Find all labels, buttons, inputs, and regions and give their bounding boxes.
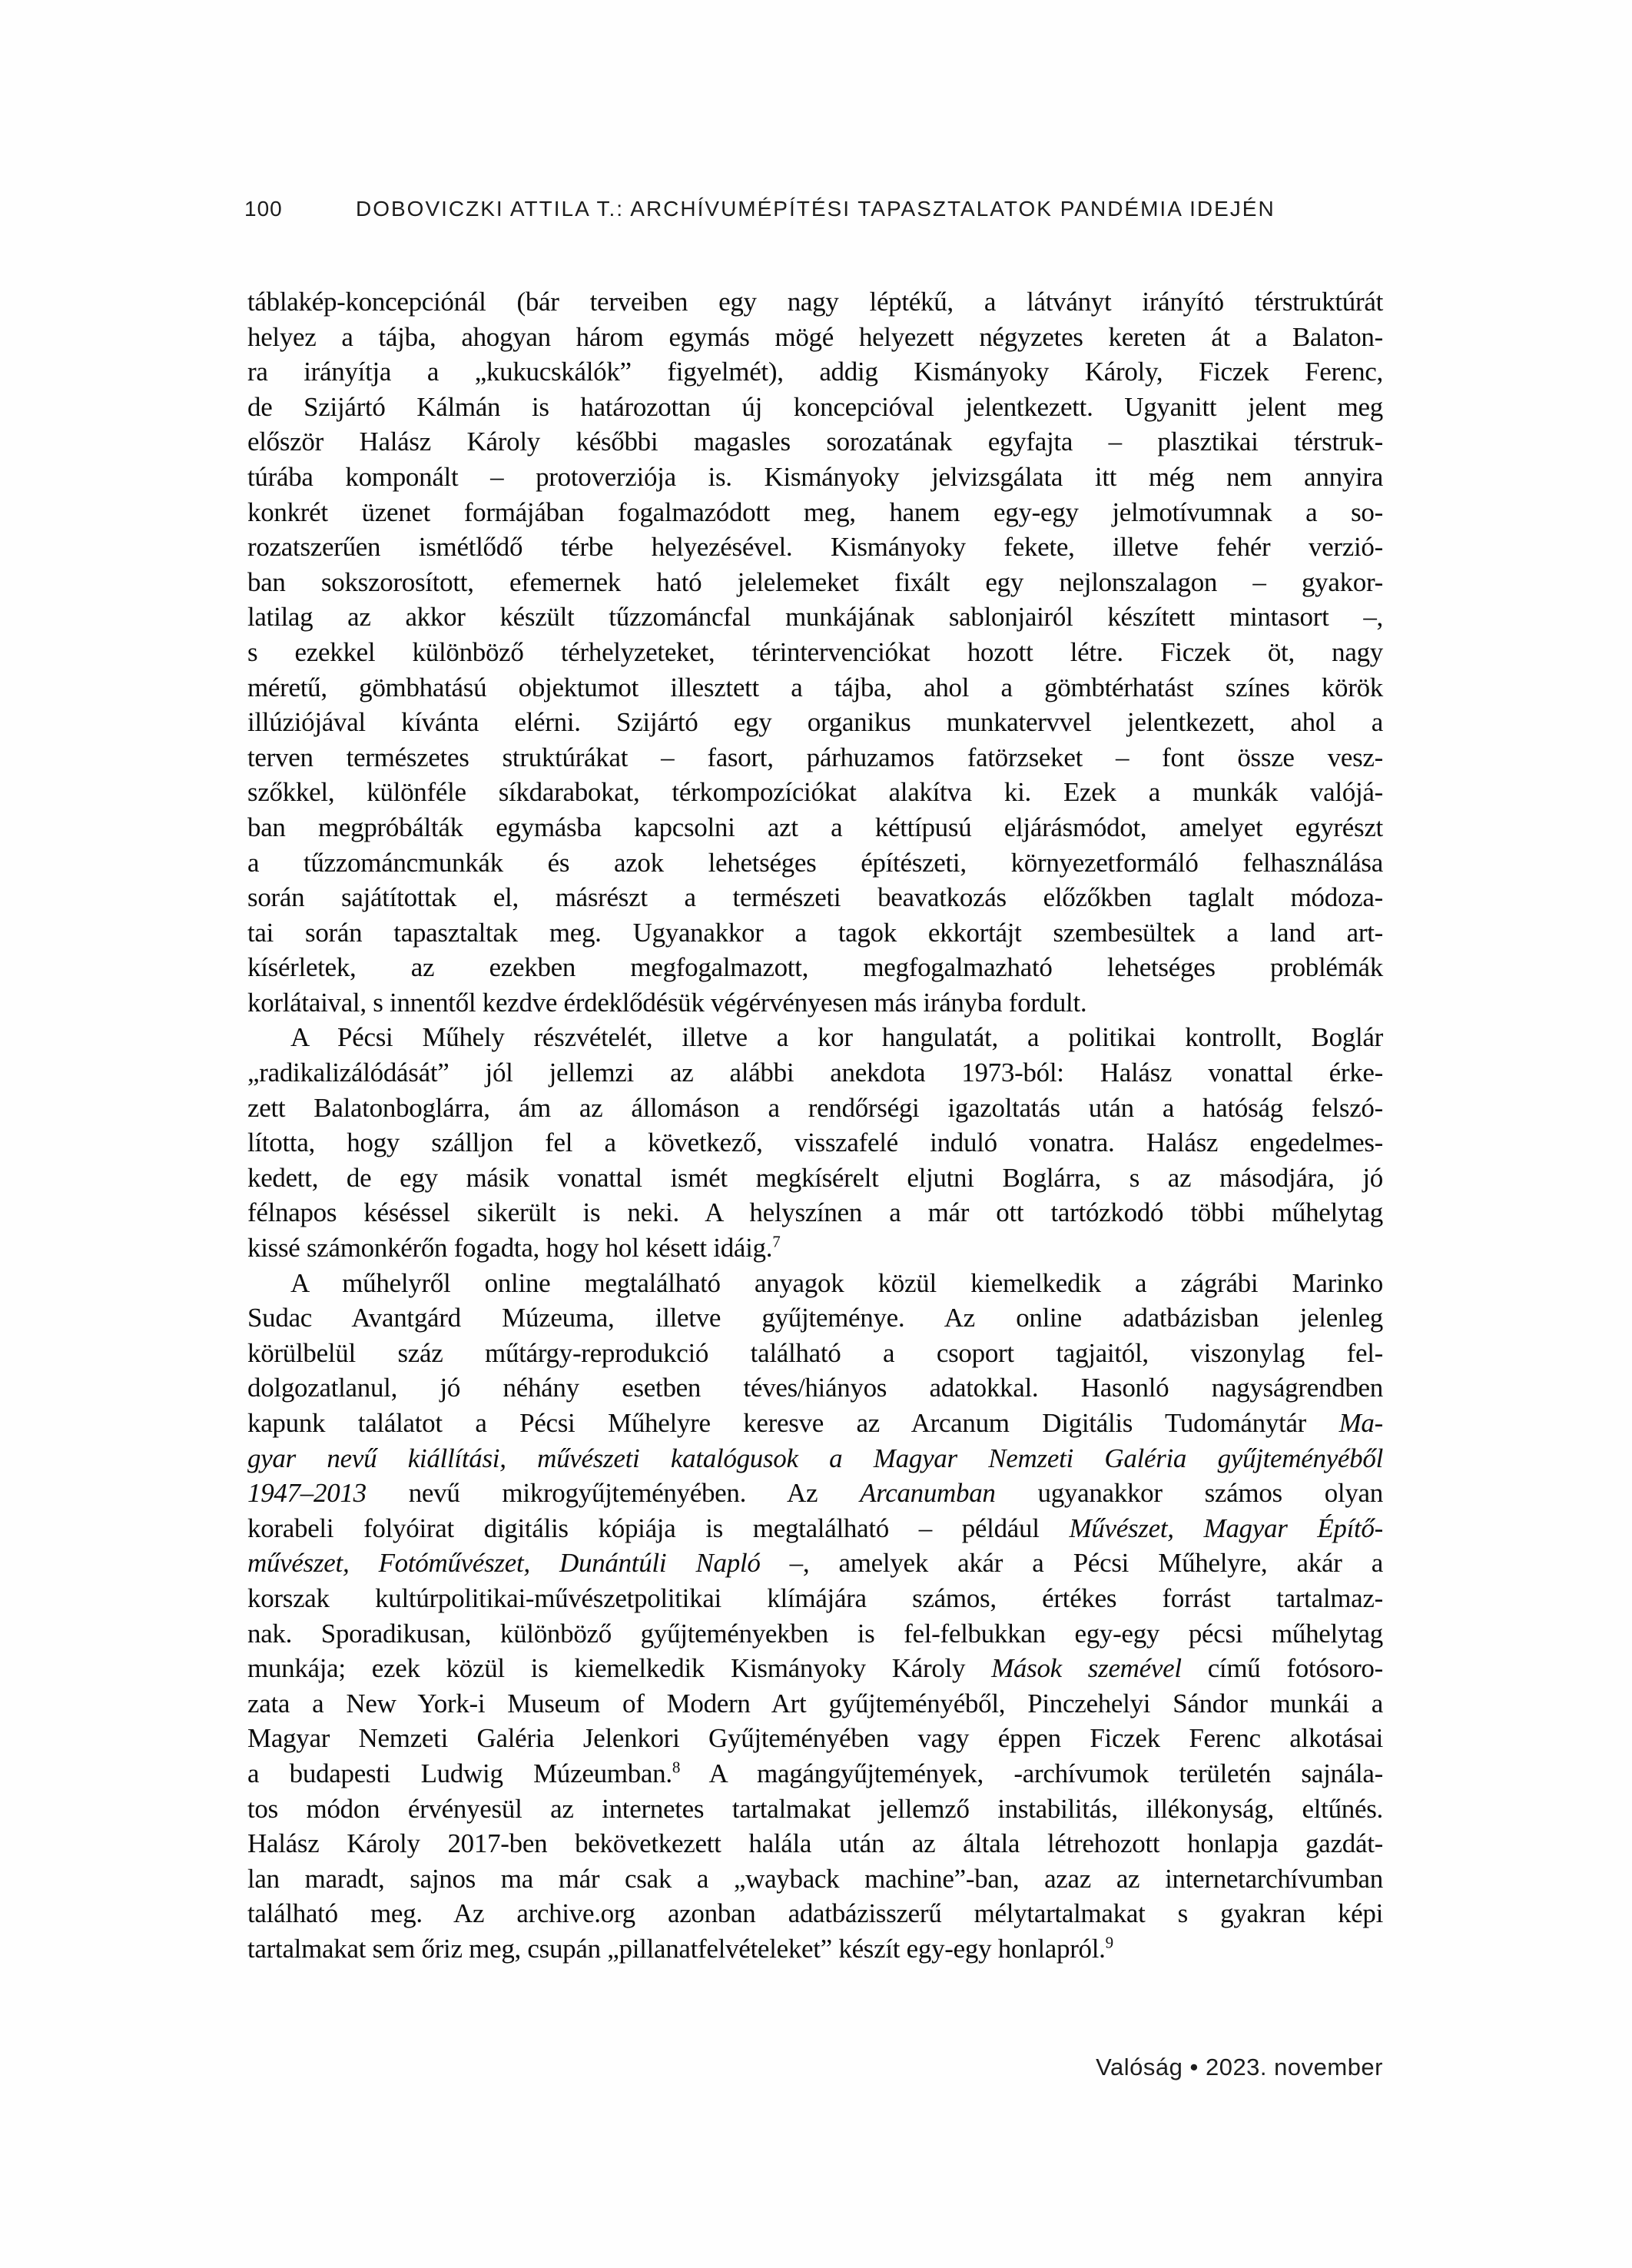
text-line <box>247 495 1383 530</box>
body-text: tai során tapasztaltak meg. Ugyanakkor a tagok ekkortájt szembesültek a land art- <box>247 917 1383 948</box>
body-text: terven természetes struktúrákat – fasort, párhuzamos fatörzseket – font össze vesz- <box>247 742 1383 772</box>
body-text: tartalmakat sem őriz meg, csupán „pillanatfelvételeket” készít egy-egy honlapról. <box>247 1933 1106 1964</box>
italic-text: Művészet, Magyar Építő- <box>1069 1513 1383 1543</box>
footnote-marker: 9 <box>1105 1933 1113 1952</box>
text-line <box>247 1721 1383 1756</box>
text-line <box>247 599 1383 635</box>
body-text: található meg. Az archive.org azonban adatbázisszerű mélytartalmakat s gyakran képi <box>247 1898 1383 1929</box>
text-line <box>247 460 1383 495</box>
text-line <box>247 1546 1383 1581</box>
text-line <box>247 1651 1383 1686</box>
body-text: „radikalizálódását” jól jellemzi az alábbi anekdota 1973-ból: Halász vonattal érke- <box>247 1058 1383 1088</box>
text-line <box>247 424 1383 460</box>
body-text: kedett, de egy másik vonattal ismét megkísérelt eljutni Boglárra, s az másodjára, jó <box>247 1162 1383 1193</box>
body-text: először Halász Károly későbbi magasles sorozatának egyfajta – plasztikai térstruk- <box>247 427 1383 457</box>
italic-text: 1947–2013 <box>247 1478 367 1509</box>
body-text: méretű, gömbhatású objektumot illesztett a tájba, ahol a gömbtérhatást színes körök <box>247 672 1383 702</box>
text-line <box>247 880 1383 915</box>
body-text: helyez a tájba, ahogyan három egymás mögé helyezett négyzetes kereten át a Balaton- <box>247 321 1383 352</box>
text-line <box>247 390 1383 425</box>
text-line <box>247 1931 1383 1967</box>
running-head <box>244 197 1383 221</box>
body-text: korabeli folyóirat digitális kópiája is megtalálható – például <box>247 1513 1070 1543</box>
body-text: kissé számonkérőn fogadta, hogy hol késett idáig. <box>247 1233 773 1264</box>
text-line <box>247 635 1383 670</box>
body-text: félnapos késéssel sikerült is neki. A helyszínen a már ott tartózkodó többi műhelytag <box>247 1197 1383 1228</box>
text-line <box>247 1861 1383 1897</box>
body-text: zett Balatonboglárra, ám az állomáson a rendőrségi igazoltatás után a hatóság felszó- <box>247 1092 1383 1123</box>
text-line <box>247 1616 1383 1652</box>
body-text: kísérletek, az ezekben megfogalmazott, megfogalmazható lehetséges problémák <box>247 952 1383 983</box>
text-line <box>247 1300 1383 1336</box>
text-line <box>247 1091 1383 1126</box>
text-line <box>247 915 1383 951</box>
text-line <box>247 1020 1383 1055</box>
italic-text: Arcanumban <box>860 1478 996 1509</box>
body-text: A műhelyről online megtalálható anyagok közül kiemelkedik a zágrábi Marinko <box>290 1267 1383 1298</box>
text-line <box>247 1230 1383 1266</box>
body-text: latilag az akkor készült tűzzománcfal munkájának sablonjairól készített mintasort –, <box>247 602 1383 633</box>
body-text: túrába komponált – protoverziója is. Kismányoky jelvizsgálata itt még nem annyira <box>247 461 1383 492</box>
body-text: nevű mikrogyűjteményében. Az <box>366 1478 861 1509</box>
body-text: A Pécsi Műhely részvételét, illetve a kor hangulatát, a politikai kontrollt, Boglár <box>290 1022 1383 1053</box>
body-text: ugyanakkor számos olyan <box>995 1478 1383 1509</box>
italic-text: Ma- <box>1338 1408 1383 1438</box>
text-line <box>247 1161 1383 1196</box>
text-line <box>247 670 1383 706</box>
text-line <box>247 1441 1383 1476</box>
body-text: munkája; ezek közül is kiemelkedik Kismányoky Károly <box>247 1653 992 1684</box>
text-line <box>247 1195 1383 1230</box>
body-text: korlátaival, s innentől kezdve érdeklődésük végérvényesen más irányba fordult. <box>247 987 1087 1018</box>
text-line <box>247 530 1383 565</box>
body-text: illúziójával kívánta elérni. Szijártó egy organikus munkatervvel jelentkezett, ahol a <box>247 707 1383 738</box>
text-line <box>247 845 1383 881</box>
text-line <box>247 1336 1383 1371</box>
text-line <box>247 950 1383 985</box>
running-title: DOBOVICZKI ATTILA T.: ARCHÍVUMÉPÍTÉSI TAPASZTALATOK PANDÉMIA IDEJÉN <box>356 197 1275 221</box>
text-line <box>247 1266 1383 1301</box>
body-text: konkrét üzenet formájában fogalmazódott meg, hanem egy-egy jelmotívumnak a so- <box>247 496 1383 527</box>
journal-footer: Valóság • 2023. november <box>1096 2054 1383 2080</box>
paragraph <box>247 1266 1383 1967</box>
body-text: lan maradt, sajnos ma már csak a „wayback machine”-ban, azaz az internetarchívumban <box>247 1863 1383 1894</box>
body-text: –, amelyek akár a Pécsi Műhelyre, akár a <box>760 1548 1383 1579</box>
article-body <box>247 284 1383 1967</box>
text-line <box>247 1055 1383 1091</box>
text-line <box>247 1581 1383 1616</box>
text-line <box>247 1756 1383 1791</box>
body-text: ban megpróbálták egymásba kapcsolni azt a kéttípusú eljárásmódot, amelyet egyrészt <box>247 812 1383 842</box>
text-line <box>247 705 1383 740</box>
text-line <box>247 354 1383 390</box>
text-line <box>247 1406 1383 1441</box>
body-text: rozatszerűen ismétlődő térbe helyezésével. Kismányoky fekete, illetve fehér verzió- <box>247 532 1383 563</box>
paragraph <box>247 284 1383 1020</box>
footnote-marker: 7 <box>772 1232 781 1251</box>
body-text: zata a New York-i Museum of Modern Art gyűjteményéből, Pinczehelyi Sándor munkái a <box>247 1688 1383 1718</box>
text-line <box>247 1511 1383 1546</box>
text-line <box>247 1686 1383 1722</box>
body-text: szőkkel, különféle síkdarabokat, térkompozíciókat alakítva ki. Ezek a munkák valójá- <box>247 777 1383 808</box>
text-line <box>247 320 1383 355</box>
page-number: 100 <box>244 197 283 221</box>
body-text: Magyar Nemzeti Galéria Jelenkori Gyűjteményében vagy éppen Ficzek Ferenc alkotásai <box>247 1723 1383 1754</box>
paragraph <box>247 1020 1383 1265</box>
body-text: dolgozatlanul, jó néhány esetben téves/hiányos adatokkal. Hasonló nagyságrendben <box>247 1373 1383 1403</box>
body-text: nak. Sporadikusan, különböző gyűjteményekben is fel-felbukkan egy-egy pécsi műhelytag <box>247 1618 1383 1649</box>
text-line <box>247 810 1383 845</box>
italic-text: művészet, Fotóművészet, Dunántúli Napló <box>247 1548 761 1579</box>
italic-text: Mások szemével <box>991 1653 1182 1684</box>
body-text: során sajátítottak el, másrészt a természeti beavatkozás előzőkben taglalt módoza- <box>247 882 1383 913</box>
body-text: táblakép-koncepciónál (bár terveiben egy nagy léptékű, a látványt irányító térstruktúrát <box>247 287 1383 317</box>
text-line <box>247 1370 1383 1406</box>
text-line <box>247 565 1383 600</box>
text-line <box>247 985 1383 1021</box>
body-text: tos módon érvényesül az internetes tartalmakat jellemző instabilitás, illékonyság, eltűnés. <box>247 1793 1383 1824</box>
text-line <box>247 1476 1383 1511</box>
body-text: ban sokszorosított, efemernek ható jelelemeket fixált egy nejlonszalagon – gyakor- <box>247 566 1383 597</box>
body-text: ra irányítja a „kukucskálók” figyelmét), addig Kismányoky Károly, Ficzek Ferenc, <box>247 357 1383 387</box>
body-text: s ezekkel különböző térhelyzeteket, térintervenciókat hozott létre. Ficzek öt, nagy <box>247 636 1383 667</box>
italic-text: gyar nevű kiállítási, művészeti katalógusok a Magyar Nemzeti Galéria gyűjteményéből <box>247 1443 1383 1473</box>
text-line <box>247 1896 1383 1931</box>
footnote-marker: 8 <box>672 1758 681 1777</box>
text-line <box>247 775 1383 810</box>
text-line <box>247 1125 1383 1161</box>
body-text: című fotósoro- <box>1181 1653 1383 1684</box>
body-text: korszak kultúrpolitikai-művészetpolitikai klímájára számos, értékes forrást tartalmaz- <box>247 1582 1383 1613</box>
text-line <box>247 1826 1383 1861</box>
body-text: körülbelül száz műtárgy-reprodukció található a csoport tagjaitól, viszonylag fel- <box>247 1337 1383 1368</box>
body-text: a tűzzománcmunkák és azok lehetséges építészeti, környezetformáló felhasználása <box>247 847 1383 878</box>
text-line <box>247 740 1383 775</box>
body-text: Halász Károly 2017-ben bekövetkezett halála után az általa létrehozott honlapja gazdát- <box>247 1828 1383 1859</box>
body-text: de Szijártó Kálmán is határozottan új koncepcióval jelentkezett. Ugyanitt jelent meg <box>247 391 1383 422</box>
body-text: Sudac Avantgárd Múzeuma, illetve gyűjteménye. Az online adatbázisban jelenleg <box>247 1303 1383 1333</box>
body-text: A magángyűjtemények, -archívumok területén sajnála- <box>680 1758 1383 1788</box>
text-line <box>247 1791 1383 1827</box>
body-text: kapunk találatot a Pécsi Műhelyre keresve az Arcanum Digitális Tudománytár <box>247 1408 1339 1438</box>
body-text: lította, hogy szálljon fel a következő, visszafelé induló vonatra. Halász engedelmes- <box>247 1127 1383 1158</box>
body-text: a budapesti Ludwig Múzeumban. <box>247 1758 672 1788</box>
text-line <box>247 284 1383 320</box>
